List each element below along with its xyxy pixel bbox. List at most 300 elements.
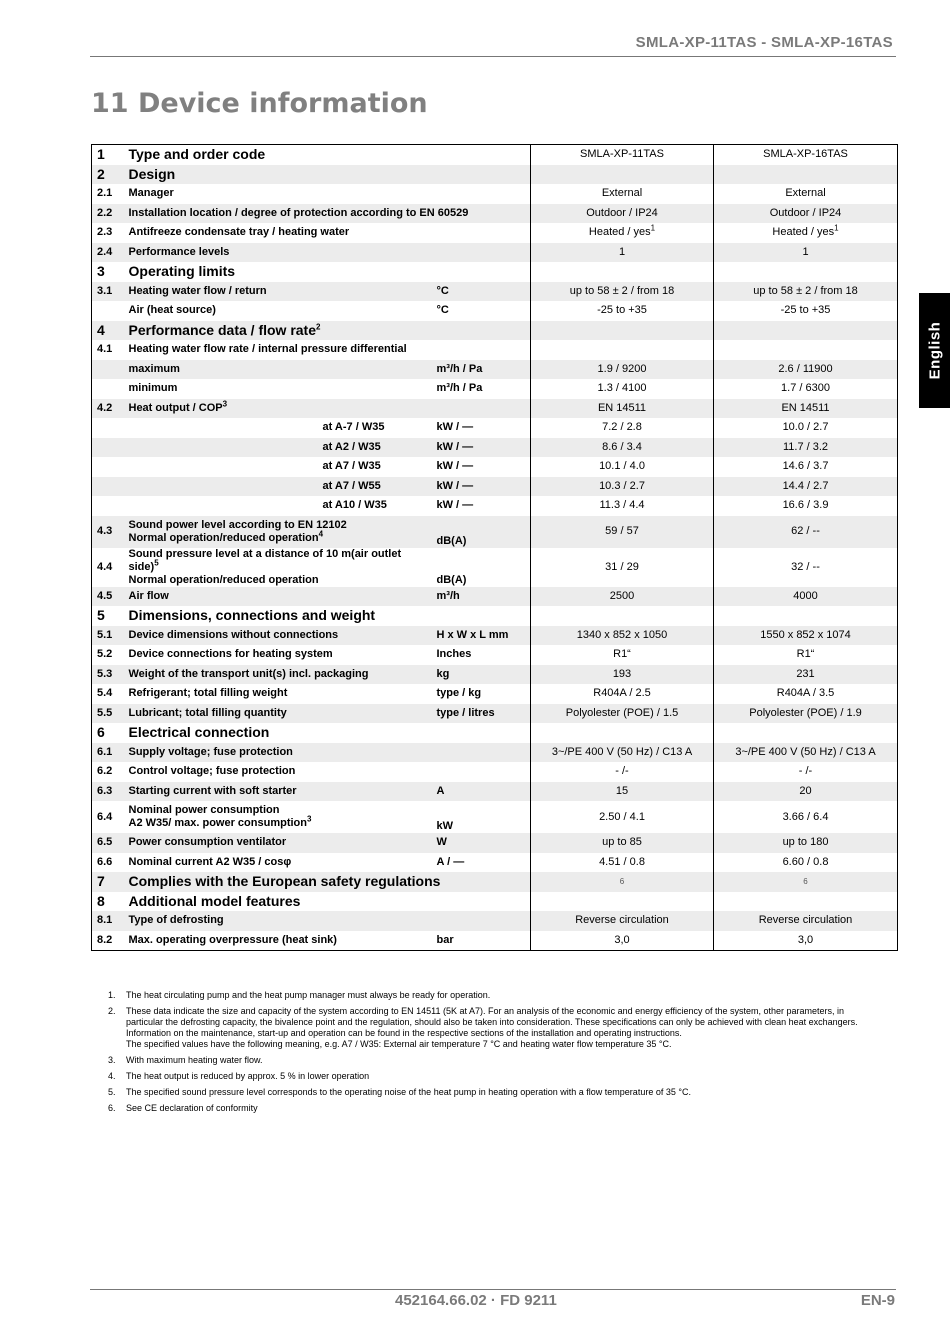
row-label xyxy=(125,321,531,341)
row-label xyxy=(125,340,531,360)
row-label-text-line2: Normal operation/reduced operation xyxy=(128,531,319,544)
value-smla-xp-11tas xyxy=(531,243,714,263)
value-smla-xp-11tas xyxy=(531,262,714,282)
row-unit: Inches xyxy=(436,648,472,661)
value-smla-xp-11tas xyxy=(531,340,714,360)
value-smla-xp-16tas xyxy=(714,457,898,477)
row-number: 2.4 xyxy=(92,243,125,263)
value-smla-xp-16tas xyxy=(714,223,898,243)
row-number: 6.3 xyxy=(92,782,125,802)
row-label-text: Additional model features xyxy=(128,892,301,909)
row-label-text: Heat output / COP xyxy=(128,401,223,414)
row-label xyxy=(125,438,433,458)
cell-value: 8.6 / 3.4 xyxy=(602,440,642,453)
row-label xyxy=(125,262,531,282)
row-unit: dB(A) xyxy=(436,573,467,586)
value-smla-xp-11tas xyxy=(531,872,714,892)
row-label-text-line2: Normal operation/reduced operation xyxy=(128,573,319,586)
row-label xyxy=(125,743,531,763)
value-smla-xp-16tas xyxy=(714,626,898,646)
row-label xyxy=(125,853,433,873)
footer-rule xyxy=(90,1289,896,1290)
cell-value: 20 xyxy=(799,784,812,797)
table-row xyxy=(92,801,898,833)
row-unit: dB(A) xyxy=(433,516,531,548)
footnote-number: 2. xyxy=(108,1006,116,1016)
value-smla-xp-16tas xyxy=(714,911,898,931)
row-unit: kW / — xyxy=(436,421,474,434)
row-number: 4.2 xyxy=(92,399,125,419)
row-label xyxy=(125,145,531,165)
table-row xyxy=(92,301,898,321)
table-row xyxy=(92,243,898,263)
row-number: 8.1 xyxy=(92,911,125,931)
row-number: 5.3 xyxy=(92,665,125,685)
footnote-item xyxy=(108,1071,878,1082)
row-label xyxy=(125,872,531,892)
row-label-text: Max. operating overpressure (heat sink) xyxy=(128,933,337,946)
footnote-text-line: The heat circulating pump and the heat pump manager must always be ready for operation. xyxy=(126,990,491,1000)
language-tab xyxy=(919,293,950,408)
value-smla-xp-16tas xyxy=(714,684,898,704)
value-smla-xp-11tas xyxy=(531,438,714,458)
row-label-text: at A10 / W35 xyxy=(322,499,387,512)
row-number xyxy=(92,360,125,380)
row-label xyxy=(125,457,433,477)
cell-value: 14.4 / 2.7 xyxy=(782,479,829,492)
row-label-text: Air flow xyxy=(128,589,169,602)
row-label-text: Type of defrosting xyxy=(128,914,224,927)
spec-table-body xyxy=(92,145,898,951)
value-smla-xp-16tas xyxy=(714,399,898,419)
footnote-text-line: The specified sound pressure level corresponds to the operating noise of the heat pump in heating operation with a flow temperature of 35 °C. xyxy=(126,1087,691,1097)
footnote-item xyxy=(108,990,878,1001)
value-smla-xp-16tas xyxy=(714,833,898,853)
table-row xyxy=(92,184,898,204)
row-unit: °C xyxy=(433,282,531,302)
cell-value: 59 / 57 xyxy=(605,525,639,537)
row-number: 8.2 xyxy=(97,933,113,946)
row-label xyxy=(125,782,433,802)
language-tab-label: English xyxy=(926,321,944,380)
cell-value: 4.51 / 0.8 xyxy=(599,855,645,868)
cell-value: 10.1 / 4.0 xyxy=(599,460,645,473)
row-label xyxy=(125,184,531,204)
footnote-ref: 1 xyxy=(834,223,839,233)
row-label xyxy=(125,477,433,497)
row-number: 4.5 xyxy=(92,587,125,607)
table-row xyxy=(92,477,898,497)
row-unit: °C xyxy=(436,304,449,317)
row-unit: H x W x L mm xyxy=(433,626,531,646)
value-smla-xp-16tas xyxy=(714,872,898,892)
value-smla-xp-11tas xyxy=(531,587,714,607)
row-number: 8 xyxy=(97,892,105,909)
row-label xyxy=(125,762,531,782)
row-unit: kW xyxy=(436,820,453,832)
row-unit: m³/h xyxy=(433,587,531,607)
cell-value: 62 / -- xyxy=(791,525,820,537)
row-label-text: Sound power level according to EN 12102 xyxy=(128,518,347,531)
cell-value: SMLA-XP-16TAS xyxy=(763,148,848,161)
row-label-text: Nominal power consumption xyxy=(128,804,280,816)
value-smla-xp-16tas xyxy=(714,282,898,302)
table-row xyxy=(92,931,898,951)
cell-value: 3,0 xyxy=(614,933,630,946)
row-unit: kg xyxy=(433,665,531,685)
row-label-text: Operating limits xyxy=(128,263,236,280)
row-label xyxy=(125,931,433,951)
value-smla-xp-16tas xyxy=(714,606,898,626)
value-smla-xp-16tas xyxy=(714,340,898,360)
cell-value: Reverse circulation xyxy=(758,914,853,927)
value-smla-xp-16tas xyxy=(714,418,898,438)
cell-value: -25 to +35 xyxy=(780,304,831,317)
footnote-text xyxy=(126,1055,263,1066)
row-number: 3 xyxy=(97,263,105,280)
table-row xyxy=(92,360,898,380)
cell-value: 3~/PE 400 V (50 Hz) / C13 A xyxy=(551,745,693,758)
cell-value: Reverse circulation xyxy=(575,914,669,927)
footnote-text xyxy=(126,1006,878,1050)
row-label xyxy=(125,606,531,626)
value-smla-xp-11tas xyxy=(531,223,714,243)
value-smla-xp-16tas xyxy=(714,548,898,587)
table-row xyxy=(92,626,898,646)
value-smla-xp-11tas xyxy=(531,801,714,833)
section-row xyxy=(92,165,898,185)
cell-value: 11.3 / 4.4 xyxy=(599,499,645,512)
row-label-text: Heating water flow / return xyxy=(128,284,267,297)
row-number: 5.5 xyxy=(92,704,125,724)
table-row xyxy=(92,762,898,782)
row-unit: kW / — xyxy=(436,460,474,473)
row-label-text: Device connections for heating system xyxy=(128,648,333,661)
value-smla-xp-16tas xyxy=(714,496,898,516)
cell-value: 3,0 xyxy=(797,933,814,946)
value-smla-xp-11tas xyxy=(531,548,714,587)
row-number: 2.2 xyxy=(92,204,125,224)
footer-page-number: EN-9 xyxy=(860,1292,895,1309)
value-smla-xp-16tas xyxy=(714,477,898,497)
row-label xyxy=(125,626,433,646)
table-row xyxy=(92,516,898,548)
table-row xyxy=(92,782,898,802)
footnote-number: 3. xyxy=(108,1055,116,1065)
value-smla-xp-11tas xyxy=(531,360,714,380)
value-smla-xp-11tas xyxy=(531,418,714,438)
row-unit: bar xyxy=(436,933,454,946)
row-unit: type / kg xyxy=(436,687,482,700)
row-label xyxy=(125,399,531,419)
cell-value: Polyolester (POE) / 1.9 xyxy=(749,706,862,719)
row-label-text: at A7 / W55 xyxy=(322,479,381,492)
value-smla-xp-11tas xyxy=(531,743,714,763)
footnote-item xyxy=(108,1006,878,1050)
cell-value: 16.6 / 3.9 xyxy=(782,499,829,512)
value-smla-xp-11tas xyxy=(531,911,714,931)
cell-value: R404A / 3.5 xyxy=(776,687,835,700)
row-number: 7 xyxy=(92,872,125,892)
value-smla-xp-11tas xyxy=(531,165,714,185)
row-number: 4 xyxy=(92,321,125,341)
cell-value: 2.50 / 4.1 xyxy=(599,810,645,823)
row-label xyxy=(125,282,433,302)
value-smla-xp-11tas xyxy=(531,301,714,321)
section-row xyxy=(92,321,898,341)
value-smla-xp-11tas xyxy=(531,477,714,497)
table-row xyxy=(92,853,898,873)
table-row xyxy=(92,743,898,763)
value-smla-xp-11tas xyxy=(531,762,714,782)
cell-value: External xyxy=(601,187,643,200)
row-label xyxy=(125,165,531,185)
table-row xyxy=(92,223,898,243)
row-label xyxy=(125,833,433,853)
table-row xyxy=(92,379,898,399)
table-row xyxy=(92,684,898,704)
row-number: 6.1 xyxy=(92,743,125,763)
value-smla-xp-11tas xyxy=(531,606,714,626)
row-label-text: Supply voltage; fuse protection xyxy=(128,745,293,758)
row-number: 6.6 xyxy=(97,855,113,868)
row-number xyxy=(92,477,125,497)
value-smla-xp-16tas xyxy=(714,301,898,321)
value-smla-xp-11tas xyxy=(531,892,714,912)
row-label-text: Power consumption ventilator xyxy=(128,836,287,849)
table-row xyxy=(92,340,898,360)
cell-value: 11.7 / 3.2 xyxy=(782,440,829,453)
footnote-text xyxy=(126,990,490,1001)
table-row xyxy=(92,548,898,587)
row-unit: type / litres xyxy=(433,704,531,724)
value-smla-xp-16tas xyxy=(714,516,898,548)
row-label-text-line2: A2 W35/ max. power consumption xyxy=(128,817,307,829)
row-unit: W xyxy=(433,833,531,853)
table-row xyxy=(92,833,898,853)
row-number: 6.5 xyxy=(92,833,125,853)
row-unit: m³/h / Pa xyxy=(433,360,531,380)
value-smla-xp-11tas xyxy=(531,645,714,665)
row-label xyxy=(125,301,433,321)
footnote-text-line2: The specified values have the following meaning, e.g. A7 / W35: External air temperature 7 °C and heating water flow temperature 35 °C. xyxy=(126,1039,672,1049)
table-row xyxy=(92,587,898,607)
footnote-number: 1. xyxy=(108,990,116,1000)
row-label-text: Antifreeze condensate tray / heating water xyxy=(128,226,350,239)
row-number xyxy=(92,301,125,321)
section-row xyxy=(92,892,898,912)
cell-value: 3~/PE 400 V (50 Hz) / C13 A xyxy=(735,745,876,758)
value-smla-xp-11tas xyxy=(531,782,714,802)
row-label xyxy=(125,723,531,743)
cell-value: EN 14511 xyxy=(597,401,647,414)
cell-value: 2500 xyxy=(609,589,635,602)
value-smla-xp-16tas xyxy=(714,145,898,165)
row-label-text: Manager xyxy=(128,187,174,200)
footnote-ref: 2 xyxy=(316,322,321,332)
cell-value: R1“ xyxy=(796,648,815,661)
cell-value: SMLA-XP-11TAS xyxy=(580,148,664,161)
value-smla-xp-11tas xyxy=(531,204,714,224)
cell-value: 1550 x 852 x 1074 xyxy=(760,628,851,641)
cell-value: 6.60 / 0.8 xyxy=(782,855,829,868)
row-number: 4.1 xyxy=(97,343,113,356)
value-smla-xp-11tas xyxy=(531,457,714,477)
value-smla-xp-16tas xyxy=(714,360,898,380)
value-smla-xp-16tas xyxy=(714,379,898,399)
row-label-text: Performance data / flow rate xyxy=(128,321,317,338)
row-label-text: Performance levels xyxy=(128,245,230,258)
row-number: 5.4 xyxy=(97,687,113,700)
row-label xyxy=(125,243,531,263)
value-smla-xp-11tas xyxy=(531,931,714,951)
table-row xyxy=(92,645,898,665)
value-smla-xp-16tas xyxy=(714,931,898,951)
row-label-text: Sound pressure level at a distance of 10 m(air outlet side) xyxy=(128,547,402,573)
spec-table xyxy=(91,144,898,951)
cell-value: Heated / yes xyxy=(588,226,651,239)
cell-value: 32 / -- xyxy=(791,560,820,573)
cell-value: 1.9 / 9200 xyxy=(597,362,647,375)
value-smla-xp-16tas xyxy=(714,853,898,873)
value-smla-xp-16tas xyxy=(714,704,898,724)
row-number: 4.4 xyxy=(97,560,113,573)
value-smla-xp-11tas xyxy=(531,399,714,419)
footnote-text xyxy=(126,1071,369,1082)
cell-value: 1 xyxy=(618,245,626,258)
table-row xyxy=(92,399,898,419)
row-label-text: minimum xyxy=(128,382,178,395)
value-smla-xp-11tas xyxy=(531,516,714,548)
cell-value: 4000 xyxy=(793,589,818,602)
value-smla-xp-11tas xyxy=(531,704,714,724)
cell-value: up to 58 ± 2 / from 18 xyxy=(569,284,675,297)
row-label-text: Dimensions, connections and weight xyxy=(128,607,376,624)
cell-value: R1“ xyxy=(613,648,631,661)
header-model-range: SMLA-XP-11TAS - SMLA-XP-16TAS xyxy=(635,34,893,51)
row-label-text: Heating water flow rate / internal pressure differential xyxy=(128,343,407,356)
value-smla-xp-16tas xyxy=(714,243,898,263)
cell-value: 14.6 / 3.7 xyxy=(782,460,829,473)
row-label xyxy=(125,379,433,399)
cell-value: 31 / 29 xyxy=(605,560,639,573)
cell-value: -25 to +35 xyxy=(597,304,647,317)
cell-value: Outdoor / IP24 xyxy=(769,206,842,219)
footer-doc-number: 452164.66.02 · FD 9211 xyxy=(395,1292,557,1309)
cell-value: 1.3 / 4100 xyxy=(597,382,647,395)
row-number xyxy=(92,438,125,458)
table-row xyxy=(92,704,898,724)
section-row xyxy=(92,723,898,743)
row-label-text: Air (heat source) xyxy=(128,304,216,317)
cell-value: 7.2 / 2.8 xyxy=(602,421,642,434)
row-label-text: Weight of the transport unit(s) incl. packaging xyxy=(128,667,369,680)
cell-value: Polyolester (POE) / 1.5 xyxy=(565,706,679,719)
value-smla-xp-11tas xyxy=(531,321,714,341)
value-smla-xp-11tas xyxy=(531,833,714,853)
row-number: 1 xyxy=(97,146,105,163)
row-number: 5 xyxy=(97,607,105,624)
row-number: 5.2 xyxy=(97,648,113,661)
section-row xyxy=(92,262,898,282)
value-smla-xp-11tas xyxy=(531,145,714,165)
value-smla-xp-16tas xyxy=(714,782,898,802)
row-label-text: at A7 / W35 xyxy=(322,460,381,473)
row-number xyxy=(92,457,125,477)
cell-value: - /- xyxy=(615,765,629,778)
value-smla-xp-11tas xyxy=(531,184,714,204)
row-number: 6.2 xyxy=(97,765,113,778)
row-label-text: Complies with the European safety regulations xyxy=(128,873,441,890)
value-smla-xp-16tas xyxy=(714,587,898,607)
value-smla-xp-11tas xyxy=(531,665,714,685)
footnote-item xyxy=(108,1103,878,1114)
row-label-text: at A2 / W35 xyxy=(322,440,381,453)
footnote-ref: 4 xyxy=(318,528,324,538)
value-smla-xp-11tas xyxy=(531,684,714,704)
cell-value: 10.0 / 2.7 xyxy=(782,421,829,434)
footnote-item xyxy=(108,1055,878,1066)
value-smla-xp-16tas xyxy=(714,204,898,224)
value-smla-xp-16tas xyxy=(714,723,898,743)
cell-value: External xyxy=(785,187,826,200)
footnotes xyxy=(108,990,878,1119)
cell-value: 6 xyxy=(619,877,625,887)
cell-value: 231 xyxy=(796,667,815,680)
row-number: 6 xyxy=(97,724,105,741)
footnote-ref: 3 xyxy=(222,399,228,409)
row-label-text: at A-7 / W35 xyxy=(322,421,385,434)
cell-value: 1 xyxy=(802,245,809,258)
footnote-ref: 5 xyxy=(154,557,159,567)
value-smla-xp-16tas xyxy=(714,165,898,185)
table-row xyxy=(92,418,898,438)
value-smla-xp-11tas xyxy=(531,723,714,743)
value-smla-xp-16tas xyxy=(714,892,898,912)
footnote-text-line: With maximum heating water flow. xyxy=(126,1055,263,1065)
row-number: 6.4 xyxy=(97,810,113,823)
row-number: 5.1 xyxy=(92,626,125,646)
value-smla-xp-16tas xyxy=(714,438,898,458)
row-label-text: Installation location / degree of protection according to EN 60529 xyxy=(128,206,469,219)
row-label xyxy=(125,665,433,685)
row-number: 2.1 xyxy=(97,187,113,200)
cell-value: 3.66 / 6.4 xyxy=(782,810,829,823)
row-number: 2 xyxy=(92,165,125,185)
row-label-text: Device dimensions without connections xyxy=(128,628,339,641)
value-smla-xp-16tas xyxy=(714,184,898,204)
cell-value: Heated / yes xyxy=(772,226,835,239)
row-label xyxy=(125,911,531,931)
cell-value: 193 xyxy=(612,667,632,680)
row-unit: kW / — xyxy=(433,477,531,497)
cell-value: - /- xyxy=(798,765,813,778)
value-smla-xp-16tas xyxy=(714,321,898,341)
footnote-text-line: These data indicate the size and capacity of the system according to EN 14511 (5K at A7). For an analysis of the economic and energy efficiency of the system, other parameters, in particular the defrosting capacity, the bivalence point and the regulation, should also be taken into consideration. These specifications can only be achieved with clean heat exchangers. Information on the maintenance, start-up and operation can be found in the respective sections of the installation and operating instructions. xyxy=(126,1006,858,1038)
row-label-text: Electrical connection xyxy=(128,724,270,741)
header-rule xyxy=(90,56,896,57)
row-label xyxy=(125,704,433,724)
row-number xyxy=(92,418,125,438)
value-smla-xp-16tas xyxy=(714,665,898,685)
value-smla-xp-16tas xyxy=(714,645,898,665)
value-smla-xp-11tas xyxy=(531,379,714,399)
row-number: 3.1 xyxy=(92,282,125,302)
cell-value: up to 85 xyxy=(602,836,642,849)
row-unit: kW / — xyxy=(433,438,531,458)
table-row xyxy=(92,665,898,685)
cell-value: R404A / 2.5 xyxy=(593,687,651,700)
